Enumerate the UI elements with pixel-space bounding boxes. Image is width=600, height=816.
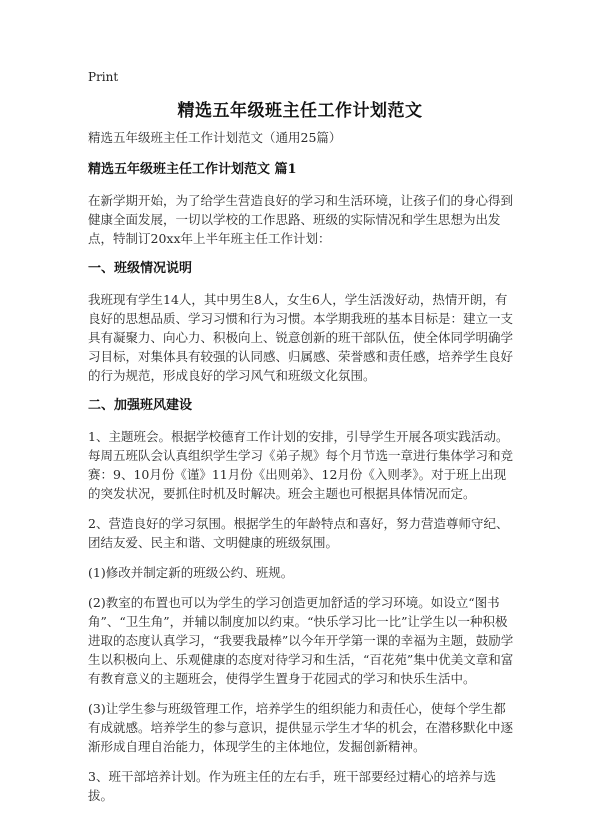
paragraph-class-rules: (1)修改并制定新的班级公约、班规。	[88, 565, 294, 580]
paragraph-cadre-training: 3、班干部培养计划。作为班主任的左右手，班干部要经过精心的培养与选拔。	[88, 769, 496, 803]
document-body	[88, 128, 516, 816]
print-label[interactable]: Print	[88, 70, 119, 84]
document-subtitle: 精选五年级班主任工作计划范文（通用25篇）	[88, 130, 342, 145]
paragraph-classroom-layout: (2)教室的布置也可以为学生的学习创造更加舒适的学习环境。如设立“图书角”、“卫生角”，并辅以制度加以约束。“快乐学习比一比”让学生以一种积极进取的态度认真学习，“我要我最棒”以今年开学第一课的幸福为主题，鼓励学生以积极向上、乐观健康的态度对待学习和生活，“百花苑”集中优美文章和富有教育意义的主题班会，使得学生置身于花园式的学习和快乐生活中。	[88, 595, 514, 686]
page-title: 精选五年级班主任工作计划范文	[177, 101, 423, 121]
class-situation-paragraph: 我班现有学生14人，其中男生8人，女生6人，学生活泼好动，热情开朗，有良好的思想品质、学习习惯和行为习惯。本学期我班的基本目标是：建立一支具有凝聚力、向心力、积极向上、锐意创新的班干部队伍，使全体同学明确学习目标，对集体具有较强的认同感、归属感、荣誉感和责任感，培养学生良好的行为规范，形成良好的学习风气和班级文化氛围。	[88, 292, 514, 383]
intro-paragraph: 在新学期开始，为了给学生营造良好的学习和生活环境，让孩子们的身心得到健康全面发展，一切以学校的工作思路、班级的实际情况和学生思想为出发点，特制订20xx年上半年班主任工作计划：	[88, 193, 514, 246]
section-heading-class-situation: 一、班级情况说明	[88, 261, 193, 276]
paragraph-learning-atmosphere: 2、营造良好的学习氛围。根据学生的年龄特点和喜好，努力营造尊师守纪、团结友爱、民主和谐、文明健康的班级氛围。	[88, 516, 509, 550]
section-heading-class-style: 二、加强班风建设	[88, 398, 193, 413]
paragraph-theme-meeting: 1、主题班会。根据学校德育工作计划的安排，引导学生开展各项实践活动。每周五班队会认真组织学生学习《弟子规》每个月节选一章进行集体学习和竞赛：9、10月份《谨》11月份《出则弟》、12月份《入则孝》。对于班上出现的突发状况，要抓住时机及时解决。班会主题也可根据具体情况而定。	[88, 429, 514, 501]
article-heading: 精选五年级班主任工作计划范文 篇1	[88, 162, 297, 177]
paragraph-class-management: (3)让学生参与班级管理工作，培养学生的组织能力和责任心，使每个学生都有成就感。培养学生的参与意识，提供显示学生才华的机会，在潜移默化中逐渐形成自理自治能力，体现学生的主体地位，发掘创新精神。	[88, 701, 514, 754]
